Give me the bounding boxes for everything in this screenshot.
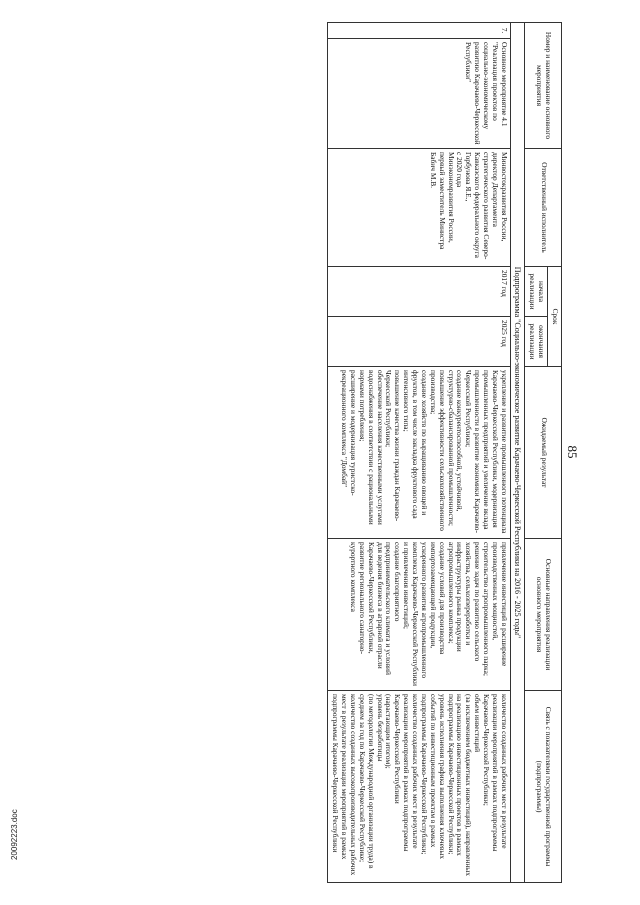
subprogram-title: Подпрограмма "Социально-экономическое развитие Карачаево-Черкесской Республики на 2016 - 2025 годы" [510, 23, 525, 883]
page-number: 85 [565, 445, 580, 459]
row-start: 2017 год [328, 267, 511, 317]
activities-table [327, 22, 562, 883]
header-directions: Основные направления реализации основного мероприятия [525, 539, 562, 691]
header-executor: Ответственный исполнитель [525, 149, 562, 267]
row-link: количество созданных рабочих мест в результате реализации мероприятий в рамках подпрограммы Карачаево-Черкесской Республики; объем инвестиций (за исключением бюджетных инвестиций), направленных на реализацию инвестиционных проектов в рамках подпрограммы Карачаево-Черкесской Республики; уровень исполнения графика выполнения ключевых событий по инвестиционным проектам в рамках подпрограммы Карачаево-Черкесской Республики; количество созданных рабочих мест в результате реализации мероприятий в рамках подпрограммы Карачаево-Черкесской Республики (нарастающим итогом); уровень безработицы (по методологии Международной организации труда) в среднем за год по Карачаево-Черкесской Республике; количество созданных высокопроизводительных рабочих мест в результате реализации мероприятий в рамках подпрограммы Карачаево-Черкесской Республики [328, 691, 511, 883]
row-activity-name: Основное мероприятие 4.1 "Реализация проектов по социально-экономическому развитию Карачаево-Черкесской Республики" [328, 39, 511, 149]
header-num-name: Номер и наименование основного мероприятия [525, 23, 562, 149]
header-row-1 [548, 23, 562, 883]
footer-doc-name: 20092223.doc [10, 809, 19, 860]
subprogram-row [510, 23, 525, 883]
header-end: окончания реализации [525, 317, 548, 367]
table-row [328, 23, 511, 883]
header-term: Срок [548, 267, 562, 367]
header-start: начала реализации [525, 267, 548, 317]
rotated-content [64, 22, 584, 882]
row-result: укрепление и развитие промышленного потенциала Карачаево-Черкесской Республики, модернизация промышленных предприятий и увеличение вклада промышленности в развитие экономики Карачаево-Черкесской Республики; создание конкурентоспособной, устойчивой, структурно-сбалансированной промышленности; повышение эффективности сельскохозяйственного производства; создание хозяйств по выращиванию овощей и фруктов, в том числе закладка фруктового сада интенсивного типа; повышение качества жизни граждан Карачаево-Черкесской Республики; обеспечение населения качественными услугами водоснабжения в соответствии с рациональными нормами потребления; расширение и модернизация туристско-рекреационного комплекса "Домбай" [328, 367, 511, 539]
row-end: 2025 год [328, 317, 511, 367]
row-executor: Минвостокразвития России, директор Департамента стратегического развития Северо-Кавказского федерального округа Горбунова Я.Е., с 2020 года Минэкономразвития России, первый заместитель Министра Бабич М.В. [328, 149, 511, 267]
header-result: Ожидаемый результат [525, 367, 562, 539]
row-number: 7. [328, 23, 511, 39]
header-link: Связь с показателями государственной программы (подпрограммы) [525, 691, 562, 883]
row-directions: привлечение инвестиций в расширение производственных мощностей, строительство агропромышленного парка; решение задач по развитию сельского хозяйства, сельхозпереработки и инфраструктуры рынка продукции агропромышленного комплекса; создание условий для производства импортозамещающей продукции, ускоренного развития агропромышленного комплекса Карачаево-Черкесской Республики и привлечения инвестиций; создание благоприятного предпринимательского климата и условий для ведения бизнеса в аграрной отрасли Карачаево-Черкесской Республики, развитие регионального санаторно-курортного комплекса [328, 539, 511, 691]
